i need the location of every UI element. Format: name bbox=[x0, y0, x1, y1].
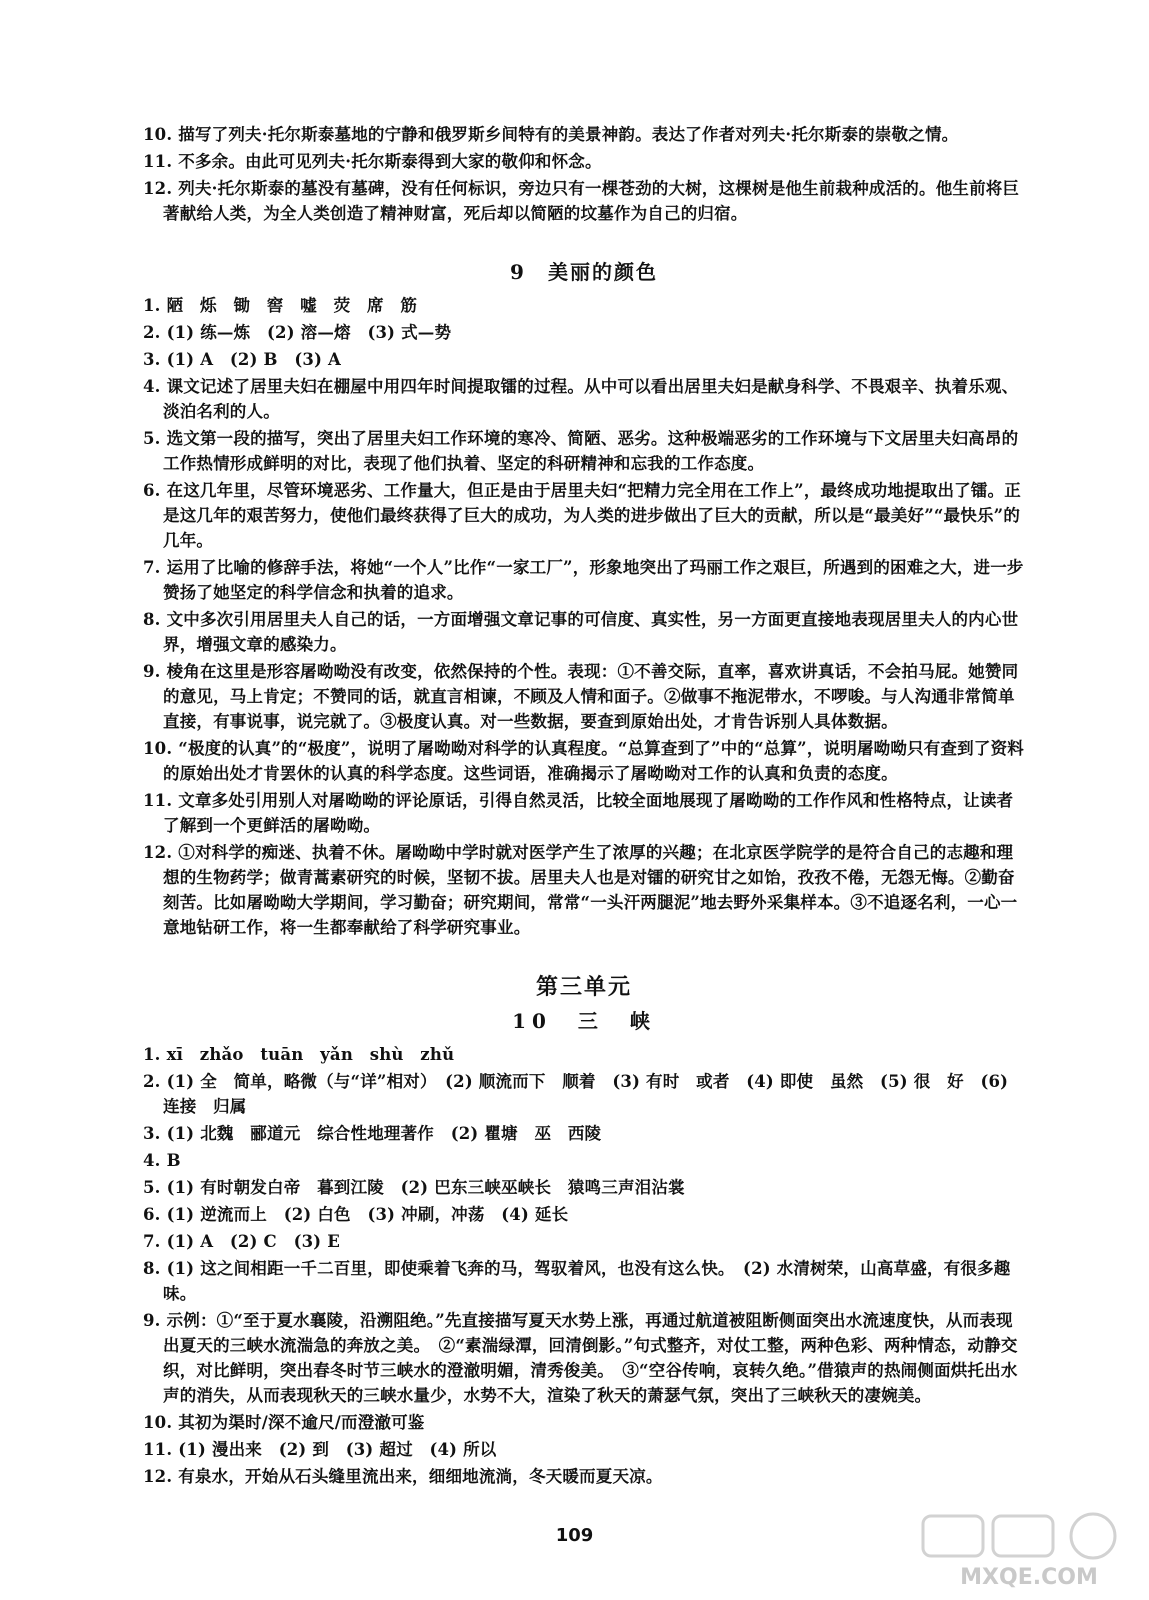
answer-item: 2. (1) 练—炼 (2) 溶—熔 (3) 式—势 bbox=[143, 323, 452, 342]
answer-item: 10. “极度的认真”的“极度”，说明了屠呦呦对科学的认真程度。“总算查到了”中的“总算”，说明屠呦呦只有查到了资料的原始出处才肯罢休的认真的科学态度。这些词语，准确揭示了屠呦呦对工作的认真和负责的态度。 bbox=[143, 739, 1024, 783]
answer-item: 6. 在这几年里，尽管环境恶劣、工作量大，但正是由于居里夫妇“把精力完全用在工作上”，最终成功地提取出了镭。正是这几年的艰苦努力，使他们最终获得了巨大的成功，为人类的进步做出了巨大的贡献，所以是“最美好”“最快乐”的几年。 bbox=[143, 481, 1021, 550]
watermark-text: MXQE.COM bbox=[960, 1565, 1098, 1590]
answer-item: 1. xī zhǎo tuān yǎn shù zhǔ bbox=[143, 1045, 455, 1064]
answer-item: 9. 棱角在这里是形容屠呦呦没有改变，依然保持的个性。表现：①不善交际，直率，喜欢讲真话，不会拍马屁。她赞同的意见，马上肯定；不赞同的话，就直言相谏，不顾及人情和面子。②做事不拖泥带水，不啰唆。与人沟通非常简单直接，有事说事，说完就了。③极度认真。对一些数据，要查到原始出处，才肯告诉别人具体数据。 bbox=[143, 662, 1019, 731]
answer-item: 8. 文中多次引用居里夫人自己的话，一方面增强文章记事的可信度、真实性，另一方面更直接地表现居里夫人的内心世界，增强文章的感染力。 bbox=[143, 610, 1019, 654]
answer-item: 3. (1) 北魏 郦道元 综合性地理著作 (2) 瞿塘 巫 西陵 bbox=[143, 1124, 602, 1143]
answer-item: 9. 示例：①“至于夏水襄陵，沿溯阻绝。”先直接描写夏天水势上涨，再通过航道被阻断侧面突出水流速度快，从而表现出夏天的三峡水流湍急的奔放之美。 ②“素湍绿潭，回清倒影。”句式整齐，对仗工整，两种色彩、两种情态，动静交织，对比鲜明，突出春冬时节三峡水的澄澈明媚，清秀俊美。 ③“空谷传响，哀转久绝。”借猿声的热闹侧面烘托出水声的消失，从而表现秋天的三峡水量少，水势不大，渲染了秋天的萧瑟气氛，突出了三峡秋天的凄婉美。 bbox=[143, 1311, 1018, 1405]
answer-item: 8. (1) 这之间相距一千二百里，即使乘着飞奔的马，驾驭着风，也没有这么快。 (2) 水清树荣，山高草盛，有很多趣味。 bbox=[143, 1259, 1011, 1303]
answer-item: 5. (1) 有时朝发白帝 暮到江陵 (2) 巴东三峡巫峡长 猿鸣三声泪沾裳 bbox=[143, 1178, 685, 1197]
answer-item: 12. 列夫·托尔斯泰的墓没有墓碑，没有任何标识，旁边只有一棵苍劲的大树，这棵树是他生前栽种成活的。他生前将巨著献给人类，为全人类创造了精神财富，死后却以简陋的坟墓作为自己的归宿。 bbox=[143, 179, 1020, 223]
answer-item: 10. 描写了列夫·托尔斯泰墓地的宁静和俄罗斯乡间特有的美景神韵。表达了作者对列夫·托尔斯泰的崇敬之情。 bbox=[143, 125, 959, 144]
answer-item: 11. (1) 漫出来 (2) 到 (3) 超过 (4) 所以 bbox=[143, 1440, 497, 1459]
answer-item: 12. ①对科学的痴迷、执着不休。屠呦呦中学时就对医学产生了浓厚的兴趣；在北京医学院学的是符合自己的志趣和理想的生物药学；做青蒿素研究的时候，坚韧不拔。居里夫人也是对镭的研究甘之如饴，孜孜不倦，无怨无悔。②勤奋刻苦。比如屠呦呦大学期间，学习勤奋；研究期间，常常“一头汗两腿泥”地去野外采集样本。③不追逐名利，一心一意地钻研工作，将一生都奉献给了科学研究事业。 bbox=[143, 843, 1018, 937]
answer-item: 5. 选文第一段的描写，突出了居里夫妇工作环境的寒冷、简陋、恶劣。这种极端恶劣的工作环境与下文居里夫妇高昂的工作热情形成鲜明的对比，表现了他们执着、坚定的科研精神和忘我的工作态度。 bbox=[143, 429, 1019, 473]
answer-item: 11. 不多余。由此可见列夫·托尔斯泰得到大家的敬仰和怀念。 bbox=[143, 152, 602, 171]
answer-item: 4. B bbox=[143, 1151, 181, 1170]
answer-item: 7. 运用了比喻的修辞手法，将她“一个人”比作“一家工厂”，形象地突出了玛丽工作之艰巨，所遇到的困难之大，进一步赞扬了她坚定的科学信念和执着的追求。 bbox=[143, 558, 1024, 602]
watermark-logo bbox=[919, 1510, 1139, 1592]
answer-item: 2. (1) 全 简单，略微（与“详”相对） (2) 顺流而下 顺着 (3) 有时 或者 (4) 即使 虽然 (5) 很 好 (6) 连接 归属 bbox=[143, 1072, 1009, 1116]
answer-item: 10. 其初为渠时/深不逾尺/而澄澈可鉴 bbox=[143, 1413, 425, 1432]
answer-item: 12. 有泉水，开始从石头缝里流出来，细细地流淌，冬天暖而夏天凉。 bbox=[143, 1467, 663, 1486]
answer-item: 1. 陋 烁 锄 窖 嘘 荧 席 筋 bbox=[143, 296, 418, 315]
lesson-heading: 9 美丽的颜色 bbox=[510, 260, 658, 284]
answer-item: 11. 文章多处引用别人对屠呦呦的评论原话，引得自然灵活，比较全面地展现了屠呦呦的工作作风和性格特点，让读者了解到一个更鲜活的屠呦呦。 bbox=[143, 791, 1014, 835]
answer-content bbox=[143, 122, 1025, 1491]
lesson-heading: 10 三 峡 bbox=[512, 1009, 656, 1033]
answer-item: 7. (1) A (2) C (3) E bbox=[143, 1232, 340, 1251]
unit-heading: 第三单元 bbox=[535, 974, 632, 1000]
answer-item: 4. 课文记述了居里夫妇在棚屋中用四年时间提取镭的过程。从中可以看出居里夫妇是献身科学、不畏艰辛、执着乐观、淡泊名利的人。 bbox=[143, 377, 1019, 421]
answer-item: 3. (1) A (2) B (3) A bbox=[143, 350, 342, 369]
answer-item: 6. (1) 逆流而上 (2) 白色 (3) 冲刷，冲荡 (4) 延长 bbox=[143, 1205, 569, 1224]
page-number: 109 bbox=[555, 1525, 594, 1546]
